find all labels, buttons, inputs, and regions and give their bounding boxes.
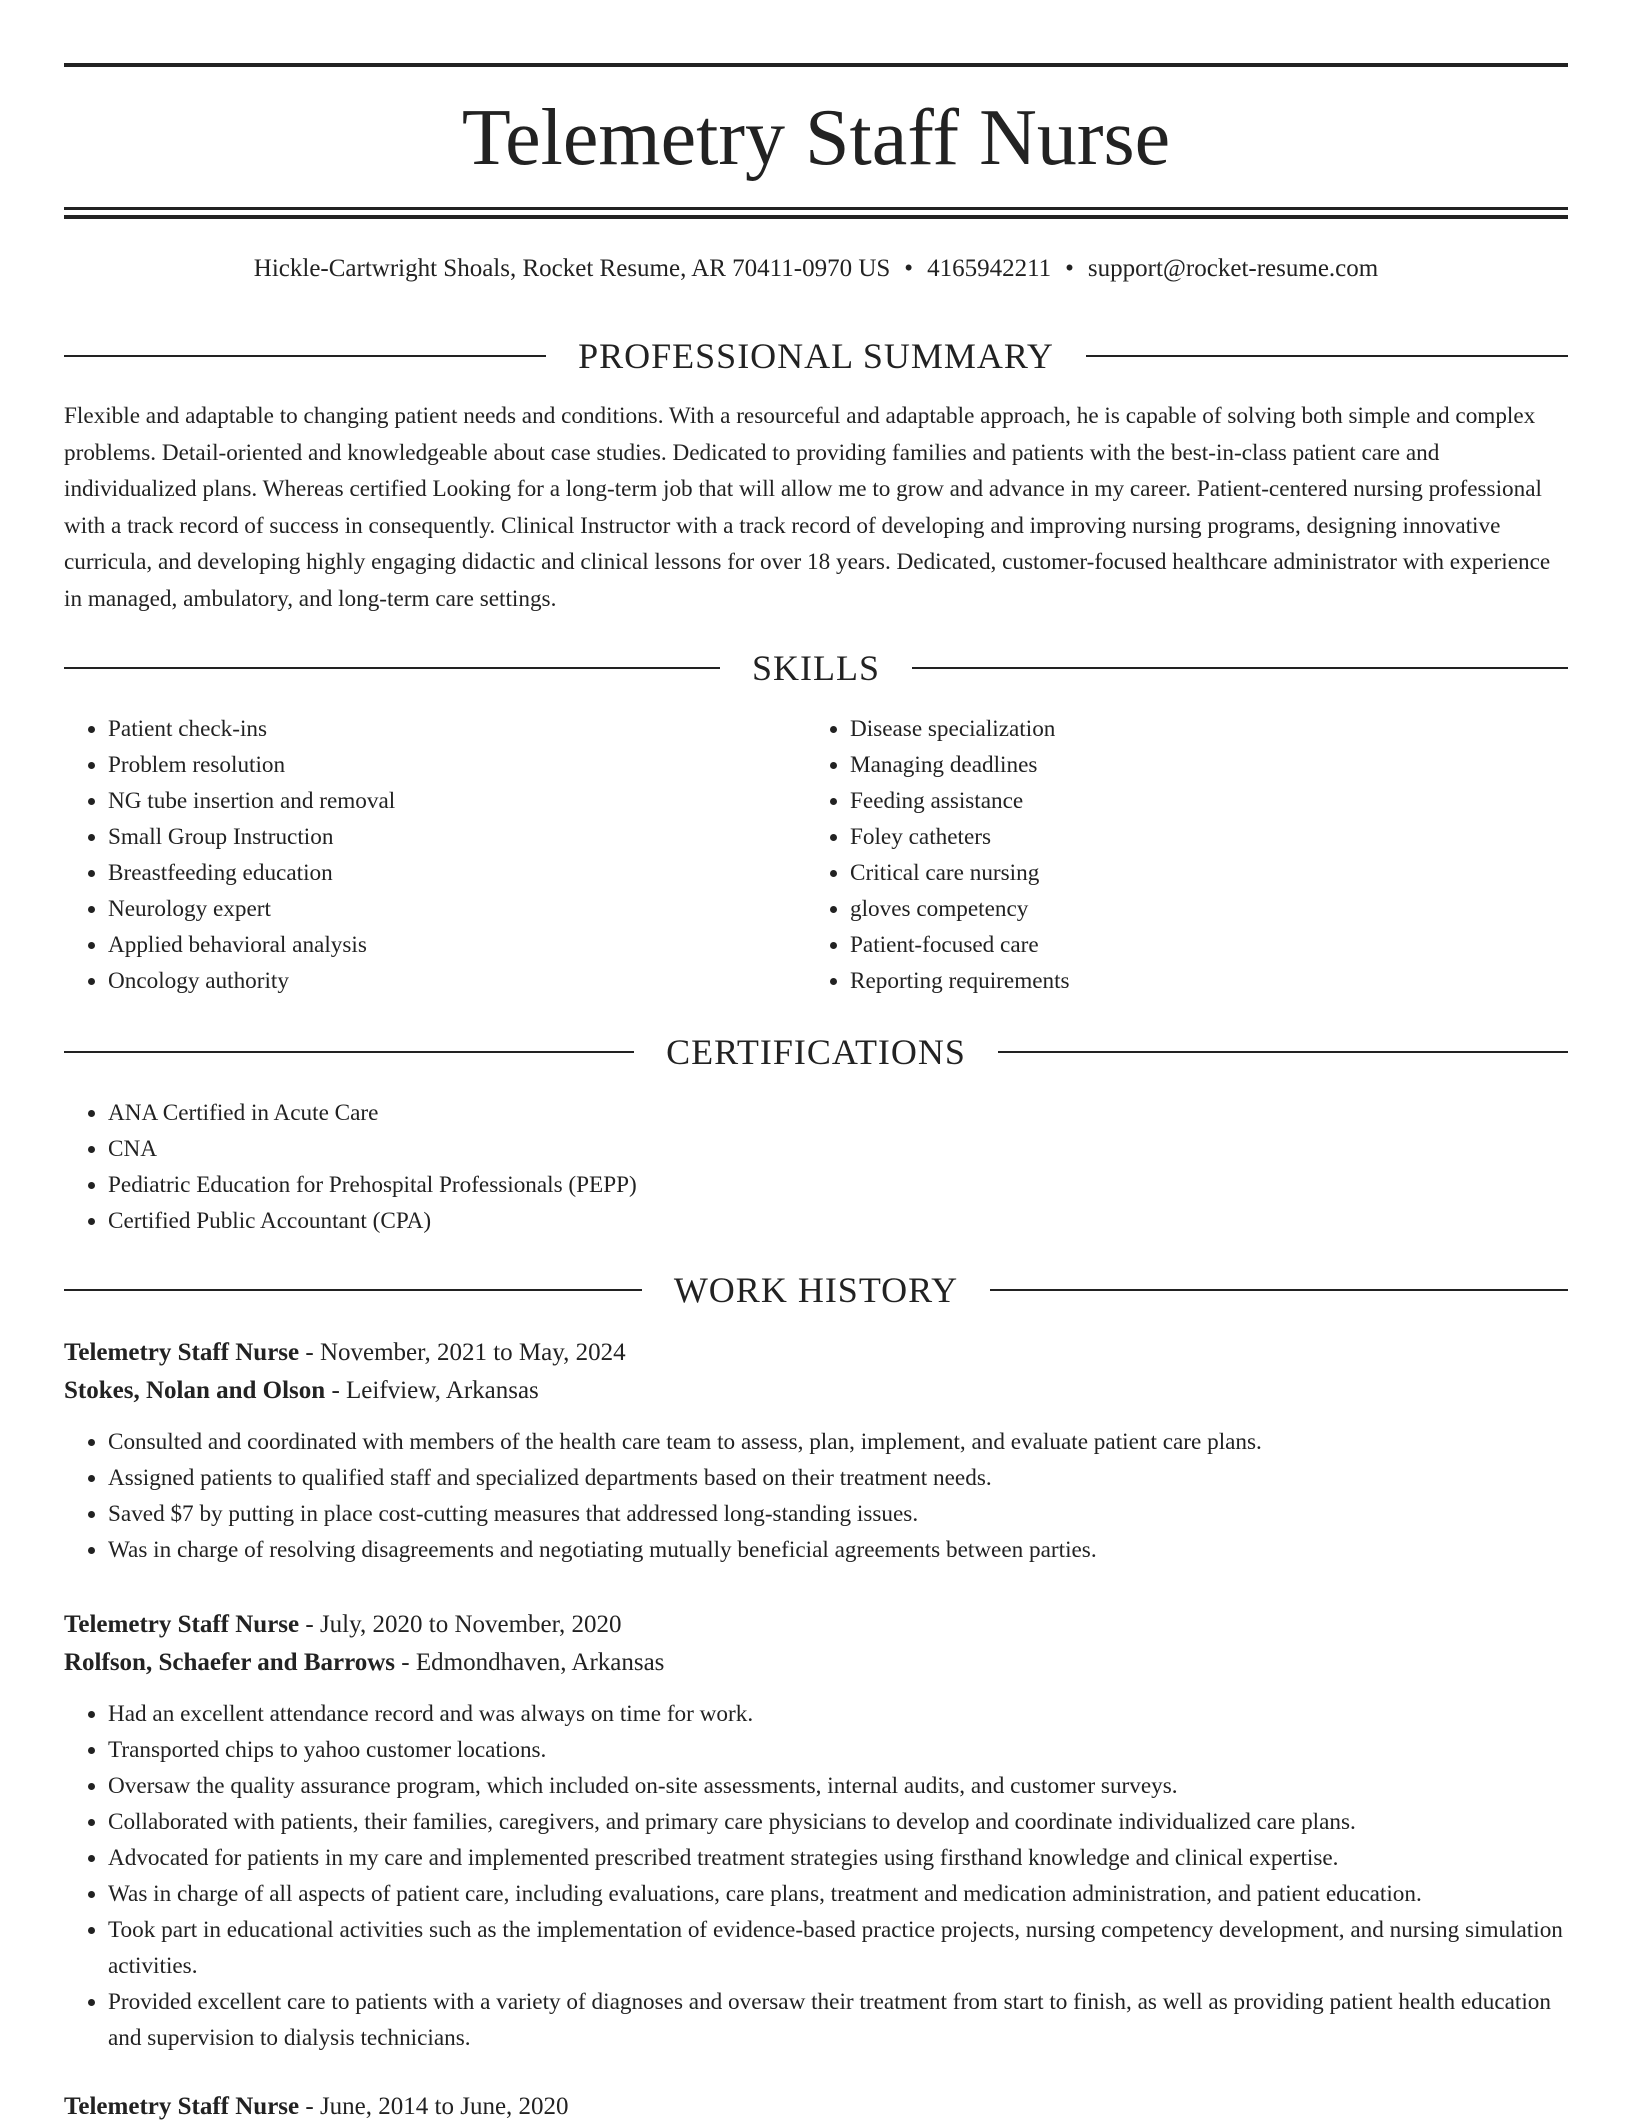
certifications-section-header [64,1030,1568,1074]
job-company: Rolfson, Schaefer and Barrows [64,1649,396,1676]
skill-item: • gloves competency [850,891,1506,927]
contact-phone: 4165942211 [927,255,1052,282]
skill-item: • Critical care nursing [850,855,1506,891]
contact-line [64,252,1568,286]
job-dates: - November, 2021 to May, 2024 [299,1339,626,1366]
header-double-rule-lower [64,215,1568,219]
skill-item: • Disease specialization [850,711,1506,747]
job-company-line [64,1372,1568,1410]
section-rule [1086,355,1568,357]
job-location: - Edmondhaven, Arkansas [395,1649,665,1676]
header-top-rule [64,63,1568,67]
job-location: - Leifview, Arkansas [325,1377,539,1404]
skill-item: • Foley catheters [850,819,1506,855]
job-bullets [64,1696,1568,2056]
skill-item: • Reporting requirements [850,963,1506,999]
job-bullet: • Was in charge of all aspects of patient care, including evaluations, care plans, treatment and medication administration, and patient education. [108,1876,1568,1912]
section-rule [64,1289,642,1291]
section-rule [64,667,720,669]
job-dates: - June, 2014 to June, 2020 [299,2093,569,2120]
skill-item: • Small Group Instruction [108,819,764,855]
skills-list-right [806,711,1506,999]
job-title: Telemetry Staff Nurse [64,2093,300,2120]
contact-email: support@rocket-resume.com [1087,255,1379,282]
job-bullet: • Collaborated with patients, their families, caregivers, and primary care physicians to develop and coordinate individualized care plans. [108,1804,1568,1840]
job-title-line [64,2088,1568,2126]
job-bullet: • Took part in educational activities such as the implementation of evidence-based practice projects, nursing competency development, and nursing simulation activities. [108,1912,1568,1984]
skill-item: • Problem resolution [108,747,764,783]
job-bullet: • Was in charge of resolving disagreements and negotiating mutually beneficial agreements between parties. [108,1532,1568,1568]
skills-section-title: SKILLS [752,648,881,688]
job-title: Telemetry Staff Nurse [64,1611,300,1638]
skill-item: • Breastfeeding education [108,855,764,891]
job-bullet: • Advocated for patients in my care and implemented prescribed treatment strategies using firsthand knowledge and clinical expertise. [108,1840,1568,1876]
contact-separator: • [904,255,914,282]
job-title-line [64,1606,1568,1644]
certification-item: • CNA [108,1131,1064,1167]
certifications-section-title: CERTIFICATIONS [666,1032,966,1072]
certification-item: • Certified Public Accountant (CPA) [108,1203,1064,1239]
skill-item: • Neurology expert [108,891,764,927]
contact-address: Hickle-Cartwright Shoals, Rocket Resume, AR 70411-0970 US [253,255,891,282]
job-company-line [64,1644,1568,1682]
certification-item: • ANA Certified in Acute Care [108,1095,1064,1131]
section-rule [998,1051,1568,1053]
section-rule [990,1289,1568,1291]
job-title-line [64,1334,1568,1372]
skill-item: • NG tube insertion and removal [108,783,764,819]
job-bullet: • Saved $7 by putting in place cost-cutting measures that addressed long-standing issues. [108,1496,1568,1532]
job-entry [64,1334,1568,1568]
job-bullet: • Transported chips to yahoo customer locations. [108,1732,1568,1768]
section-rule [64,1051,634,1053]
work-history-section-title: WORK HISTORY [673,1270,959,1310]
job-bullet: • Assigned patients to qualified staff and specialized departments based on their treatment needs. [108,1460,1568,1496]
job-bullet: • Provided excellent care to patients with a variety of diagnoses and oversaw their treatment from start to finish, as well as providing patient health education and supervision to dialysis technicians. [108,1984,1568,2056]
job-bullets [64,1424,1568,1568]
work-history-section-header [64,1268,1568,1312]
header-double-rule-upper [64,207,1568,210]
skill-item: • Oncology authority [108,963,764,999]
section-rule [912,667,1568,669]
summary-text: Flexible and adaptable to changing patient needs and conditions. With a resourceful and adaptable approach, he is capable of solving both simple and complex problems. Detail-oriented and knowledgeable about case studies. Dedicated to providing families and patients with the best-in-class patient care and individualized plans. Whereas certified Looking for a long-term job that will allow me to grow and advance in my career. Patient-centered nursing professional with a track record of success in consequently. Clinical Instructor with a track record of developing and improving nursing programs, designing innovative curricula, and developing highly engaging didactic and clinical lessons for over 18 years. Dedicated, customer-focused healthcare administrator with experience in managed, ambulatory, and long-term care settings. [64,403,1551,612]
job-entry [64,1606,1568,2056]
contact-separator: • [1065,255,1074,282]
skill-item: • Feeding assistance [850,783,1506,819]
skills-list-left [64,711,764,999]
job-bullet: • Had an excellent attendance record and was always on time for work. [108,1696,1568,1732]
job-bullet: • Oversaw the quality assurance program, which included on-site assessments, internal audits, and customer surveys. [108,1768,1568,1804]
summary-section-title: PROFESSIONAL SUMMARY [578,336,1054,376]
job-bullet: • Consulted and coordinated with members of the health care team to assess, plan, implement, and evaluate patient care plans. [108,1424,1568,1460]
skill-item: • Managing deadlines [850,747,1506,783]
job-entry [64,2088,1568,2126]
skill-item: • Patient check-ins [108,711,764,747]
summary-section-header [64,334,1568,378]
job-title: Telemetry Staff Nurse [64,1339,300,1366]
job-company: Stokes, Nolan and Olson [64,1377,326,1404]
job-dates: - July, 2020 to November, 2020 [299,1611,622,1638]
resume-name: Telemetry Staff Nurse [461,94,1171,182]
skill-item: • Patient-focused care [850,927,1506,963]
section-rule [64,355,546,357]
skill-item: • Applied behavioral analysis [108,927,764,963]
certification-item: • Pediatric Education for Prehospital Professionals (PEPP) [108,1167,1064,1203]
certifications-list [64,1095,1064,1239]
skills-section-header [64,646,1568,690]
